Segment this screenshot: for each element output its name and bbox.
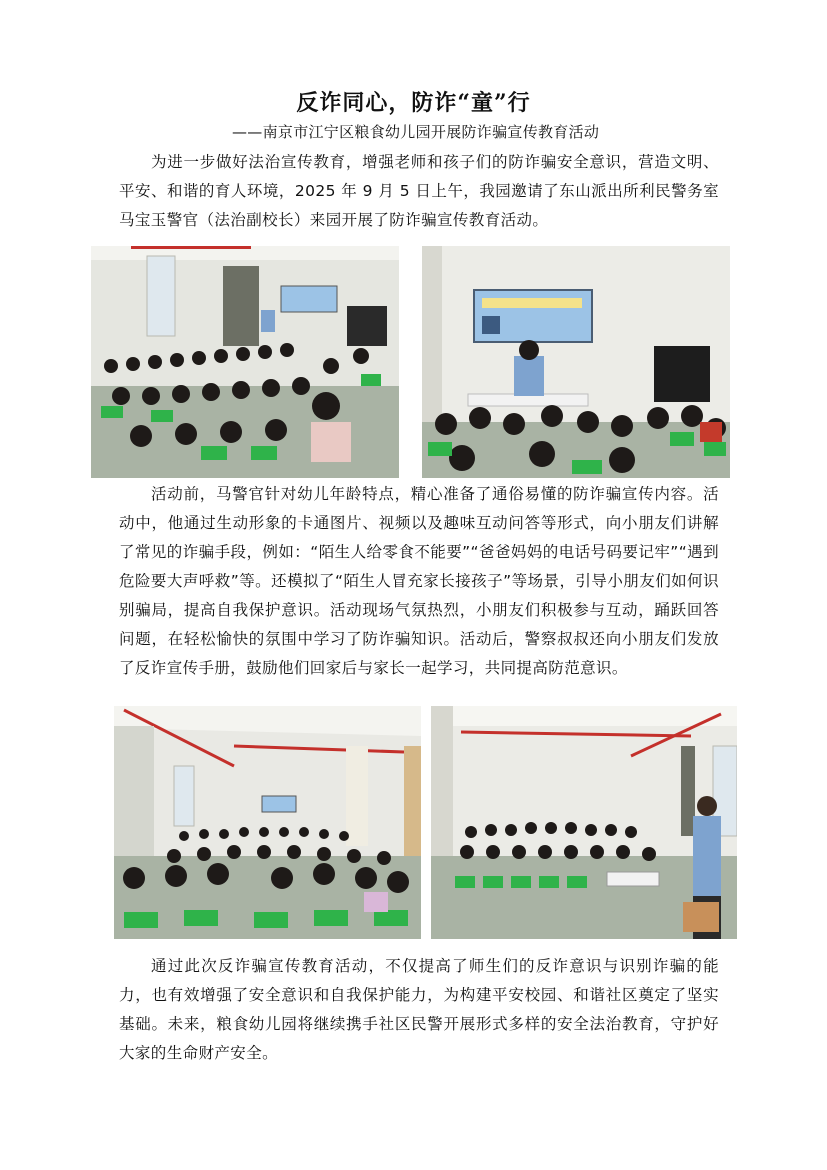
page-subtitle: ——南京市江宁区粮食幼儿园开展防诈骗宣传教育活动 — [232, 123, 600, 141]
activity-paragraph: 活动前，马警官针对幼儿年龄特点，精心准备了通俗易懂的防诈骗宣传内容。活动中，他通过生动形象的卡通图片、视频以及趣味互动问答等形式，向小朋友们讲解了常见的诈骗手段，例如：“陌生人给零食不能要”“爸爸妈妈的电话号码要记牢”“遇到危险要大声呼救”等。还模拟了“陌生人冒充家长接孩子”等场景，引导小朋友们如何识别骗局，提高自我保护意识。活动现场气氛热烈，小朋友们积极参与互动，踊跃回答问题，在轻松愉快的氛围中学习了防诈骗知识。活动后，警察叔叔还向小朋友们发放了反诈宣传手册，鼓励他们回家后与家长一起学习，共同提高防范意识。 — [119, 485, 719, 677]
conclusion-paragraph: 通过此次反诈骗宣传教育活动，不仅提高了师生们的反诈意识与识别诈骗的能力，也有效增强了安全意识和自我保护能力，为构建平安校园、和谐社区奠定了坚实基础。未来，粮食幼儿园将继续携手社区民警开展形式多样的安全法治教育，守护好大家的生命财产安全。 — [119, 957, 719, 1062]
activity-photo-4 — [431, 706, 737, 939]
page-title: 反诈同心，防诈“童”行 — [296, 90, 531, 116]
intro-paragraph: 为进一步做好法治宣传教育，增强老师和孩子们的防诈骗安全意识，营造文明、平安、和谐的育人环境，2025 年 9 月 5 日上午，我园邀请了东山派出所利民警务室马宝玉警官（法治副校长）来园开展了防诈骗宣传教育活动。 — [119, 153, 719, 229]
activity-photo-2 — [422, 246, 730, 478]
activity-photo-1 — [91, 246, 399, 478]
activity-photo-3 — [114, 706, 421, 939]
